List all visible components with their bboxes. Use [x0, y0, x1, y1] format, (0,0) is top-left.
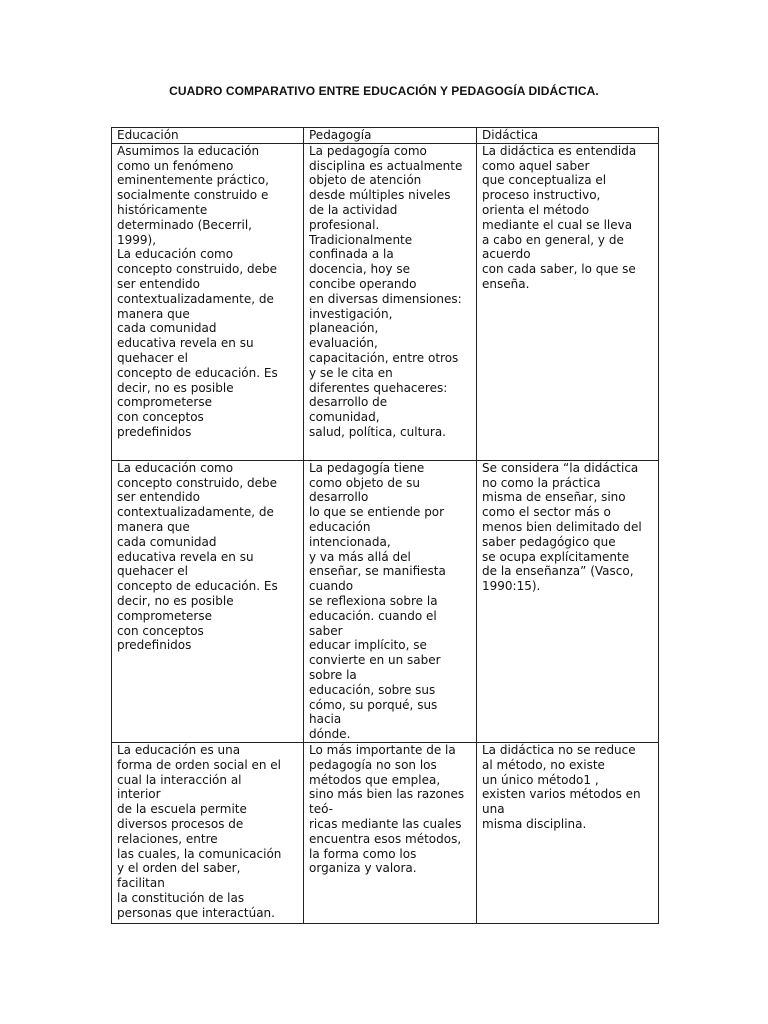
- table-cell-didactica: La didáctica es entendida como aquel saber que conceptualiza el proceso instructivo, orienta el método mediante el cual se lleva a cabo en general, y de acuerdo con cada saber, lo que se enseña.: [477, 143, 659, 460]
- table-row: [112, 143, 659, 460]
- table-cell-educacion: La educación como concepto construido, debe ser entendido contextualizadamente, de manera que cada comunidad educativa revela en su quehacer el concepto de educación. Es decir, no es posible comprometerse con conceptos predefinidos: [112, 460, 304, 742]
- table-cell-educacion: Asumimos la educación como un fenómeno eminentemente práctico, socialmente construido e históricamente determinado (Becerril, 1999), La educación como concepto construido, debe ser entendido contextualizadamente, de manera que cada comunidad educativa revela en su quehacer el concepto de educación. Es decir, no es posible comprometerse con conceptos predefinidos: [112, 143, 304, 460]
- document-title: CUADRO COMPARATIVO ENTRE EDUCACIÓN Y PEDAGOGÍA DIDÁCTICA.: [169, 84, 599, 98]
- table-header-row: [112, 128, 659, 144]
- table-cell-pedagogia: La pedagogía tiene como objeto de su desarrollo lo que se entiende por educación intencionada, y va más allá del enseñar, se manifiesta cuando se reflexiona sobre la educación. cuando el saber educar implícito, se convierte en un saber sobre la educación, sobre sus cómo, su porqué, sus hacia dónde.: [304, 460, 477, 742]
- table-row: [112, 742, 659, 923]
- table-cell-pedagogia: La pedagogía como disciplina es actualmente objeto de atención desde múltiples niveles de la actividad profesional. Tradicionalmente confinada a la docencia, hoy se concibe operando en diversas dimensiones: investigación, planeación, evaluación, capacitación, entre otros y se le cita en diferentes quehaceres: desarrollo de comunidad, salud, política, cultura.: [304, 143, 477, 460]
- table-cell-didactica: La didáctica no se reduce al método, no existe un único método1 , existen varios métodos en una misma disciplina.: [477, 742, 659, 923]
- table-row: [112, 460, 659, 742]
- table-cell-didactica: Se considera “la didáctica no como la práctica misma de enseñar, sino como el sector más o menos bien delimitado del saber pedagógico que se ocupa explícitamente de la enseñanza” (Vasco, 1990:15).: [477, 460, 659, 742]
- column-header-didactica: Didáctica: [477, 128, 659, 144]
- table-cell-pedagogia: Lo más importante de la pedagogía no son los métodos que emplea, sino más bien las razones teó- ricas mediante las cuales encuentra esos métodos, la forma como los organiza y valora.: [304, 742, 477, 923]
- column-header-pedagogia: Pedagogía: [304, 128, 477, 144]
- table-cell-educacion: La educación es una forma de orden social en el cual la interacción al interior de la escuela permite diversos procesos de relaciones, entre las cuales, la comunicación y el orden del saber, facilitan la constitución de las personas que interactúan.: [112, 742, 304, 923]
- comparison-table: [111, 127, 659, 924]
- column-header-educacion: Educación: [112, 128, 304, 144]
